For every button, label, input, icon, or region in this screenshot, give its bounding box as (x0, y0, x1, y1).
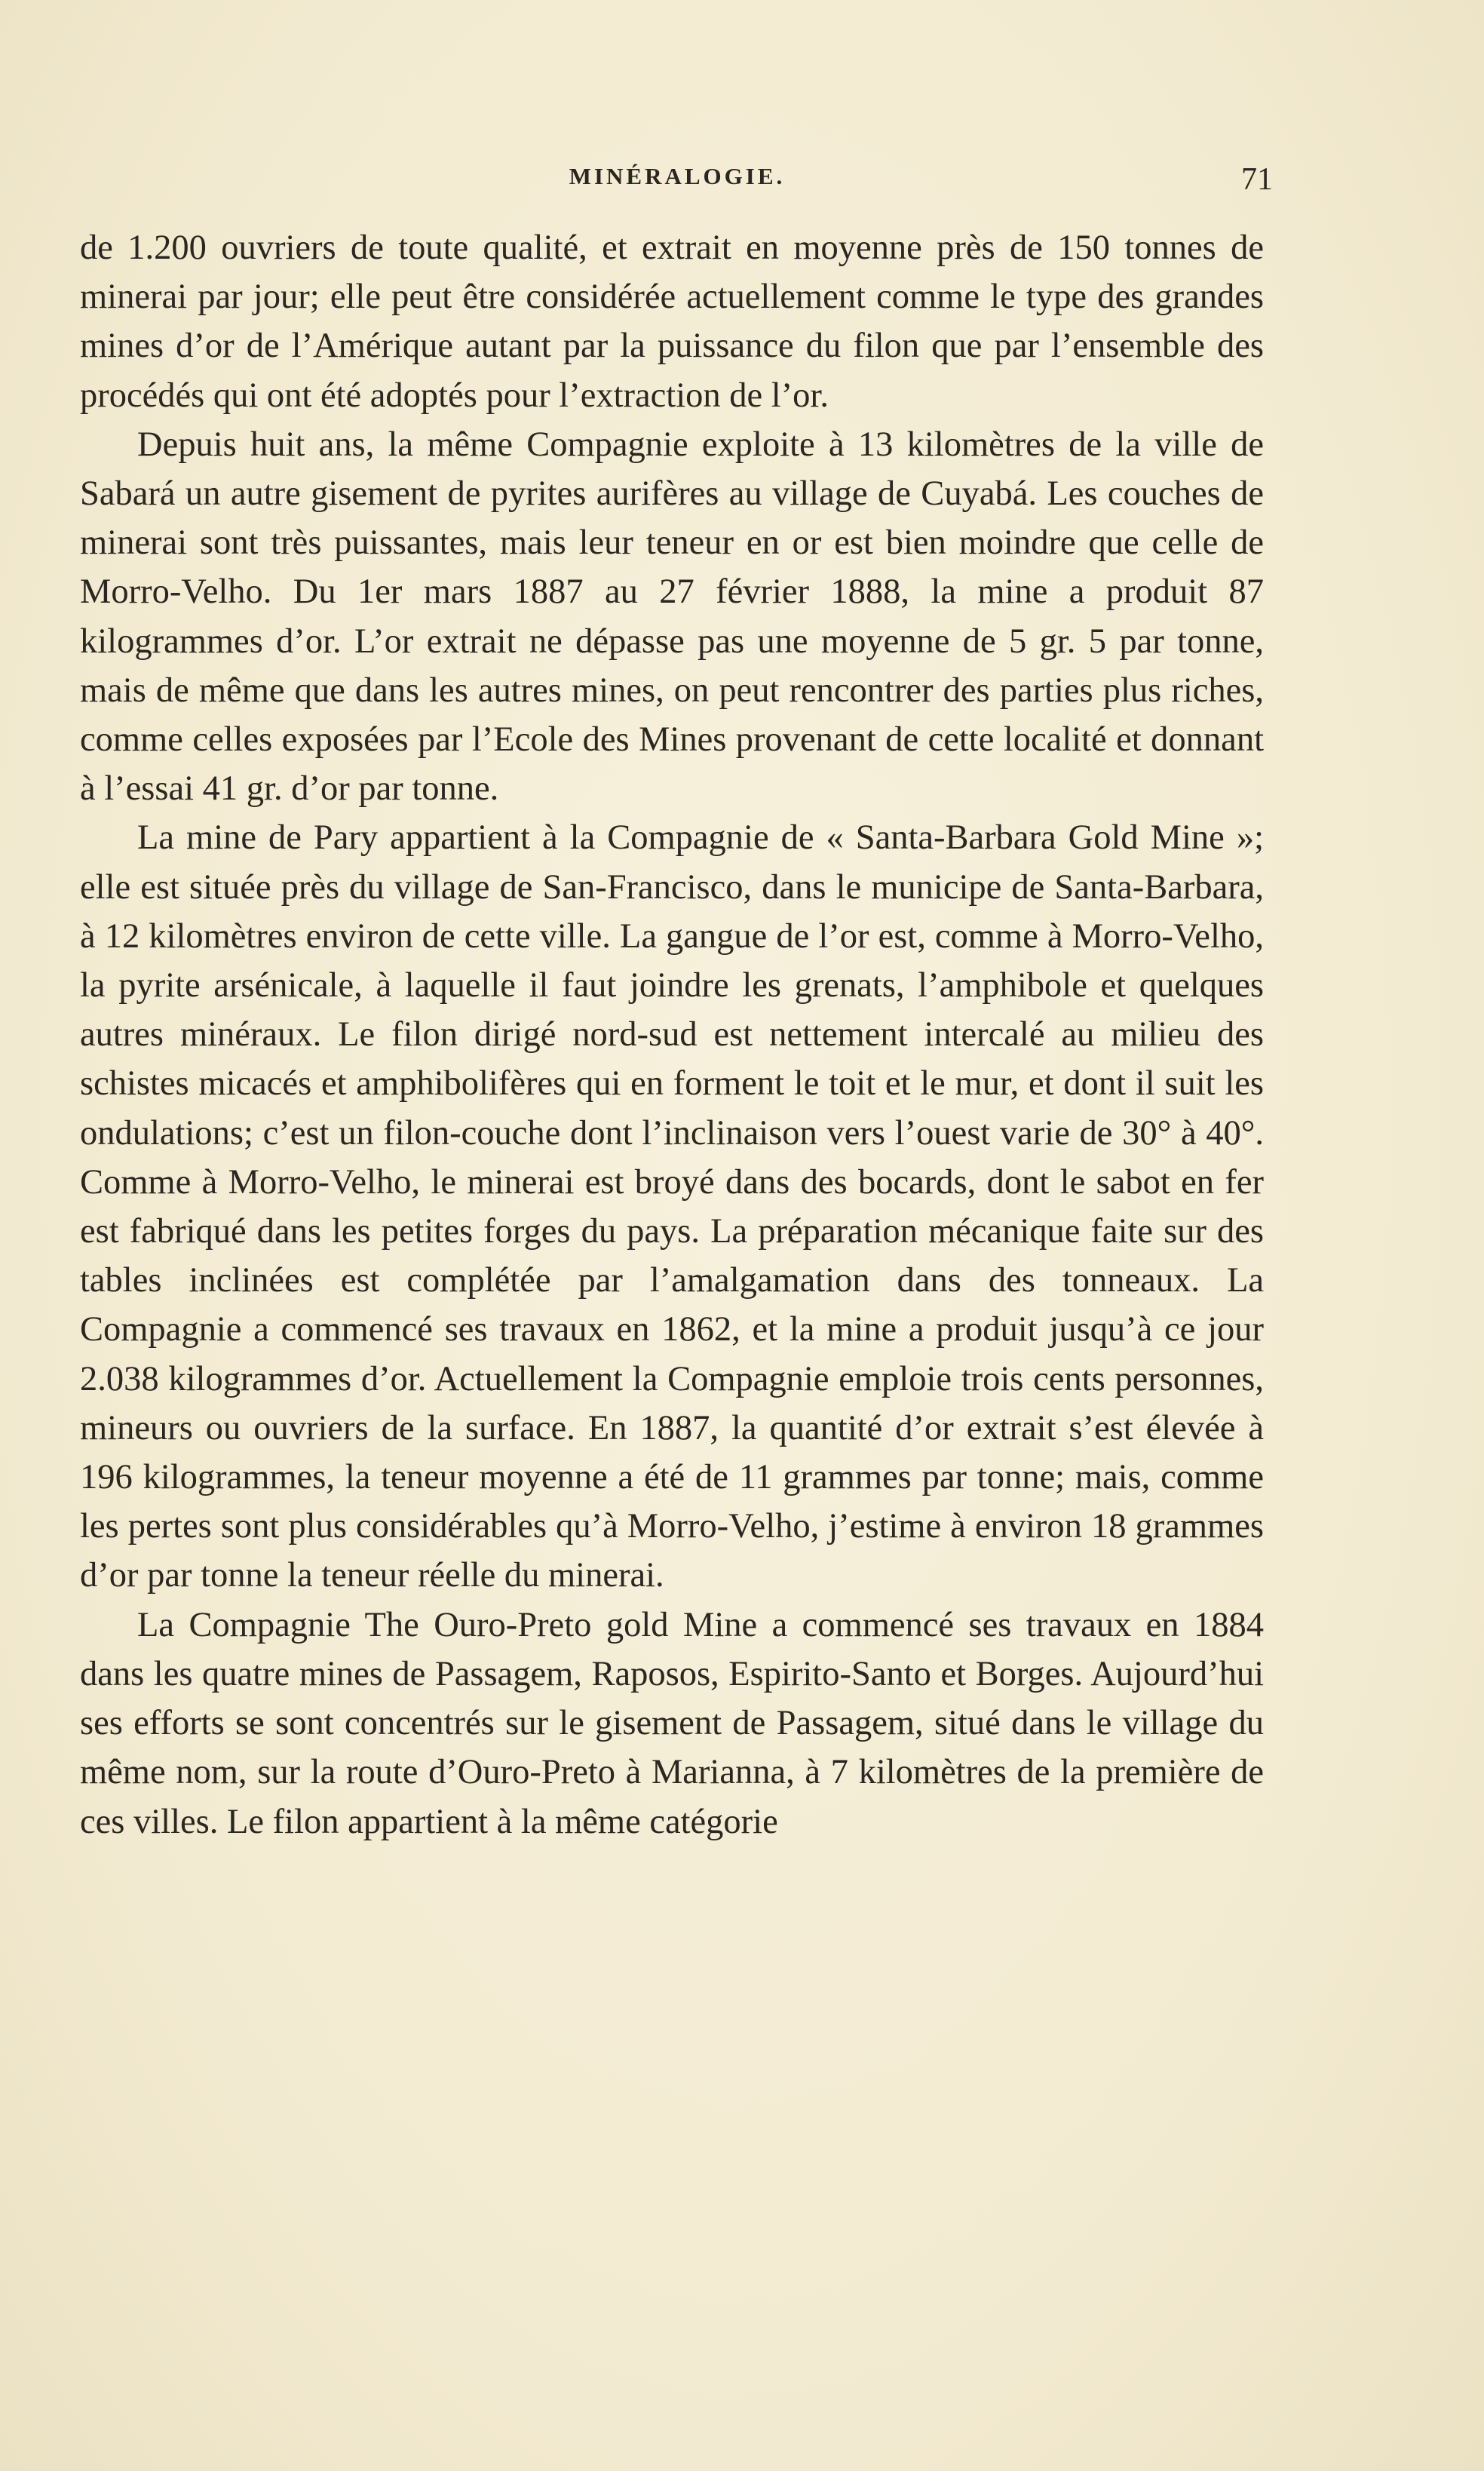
page-number: 71 (1241, 162, 1273, 197)
page-header (81, 158, 1273, 204)
paragraph-3: La mine de Pary appartient à la Compagnie de « Santa-Barbara Gold Mine »; elle est située près du village de San-Francisco, dans le municipe de Santa-Barbara, à 12 kilomètres environ de cette ville. La gangue de l’or est, comme à Morro-Velho, la pyrite arsénicale, à laquelle il faut joindre les grenats, l’amphibole et quelques autres minéraux. Le filon dirigé nord-sud est nettement intercalé au milieu des schistes micacés et amphibolifères qui en forment le toit et le mur, et dont il suit les ondulations; c’est un filon-couche dont l’inclinaison vers l’ouest varie de 30° à 40°. Comme à Morro-Velho, le minerai est broyé dans des bocards, dont le sabot en fer est fabriqué dans les petites forges du pays. La préparation mécanique faite sur des tables inclinées est complétée par l’amalgamation dans des tonneaux. La Compagnie a commencé ses travaux en 1862, et la mine a produit jusqu’à ce jour 2.038 kilogrammes d’or. Actuellement la Compagnie emploie trois cents personnes, mineurs ou ouvriers de la surface. En 1887, la quantité d’or extrait s’est élevée à 196 kilogrammes, la teneur moyenne a été de 11 grammes par tonne; mais, comme les pertes sont plus considérables qu’à Morro-Velho, j’estime à environ 18 grammes d’or par tonne la teneur réelle du minerai. (80, 818, 1264, 1595)
paragraph-1: de 1.200 ouvriers de toute qualité, et extrait en moyenne près de 150 tonnes de minerai par jour; elle peut être considérée actuellement comme le type des grandes mines d’or de l’Amérique autant par la puissance du filon que par l’ensemble des procédés qui ont été adoptés pour l’extraction de l’or. (80, 229, 1264, 415)
running-title: MINÉRALOGIE. (569, 163, 786, 189)
body-text (80, 223, 1264, 1846)
paragraph-4: La Compagnie The Ouro-Preto gold Mine a commencé ses travaux en 1884 dans les quatre mines de Passagem, Raposos, Espirito-Santo et Borges. Aujourd’hui ses efforts se sont concentrés sur le gisement de Passagem, situé dans le village du même nom, sur la route d’Ouro-Preto à Marianna, à 7 kilomètres de la première de ces villes. Le filon appartient à la même catégorie (80, 1605, 1264, 1841)
paragraph-2: Depuis huit ans, la même Compagnie exploite à 13 kilomètres de la ville de Sabará un autre gisement de pyrites aurifères au village de Cuyabá. Les couches de minerai sont très puissantes, mais leur teneur en or est bien moindre que celle de Morro-Velho. Du 1er mars 1887 au 27 février 1888, la mine a produit 87 kilogrammes d’or. L’or extrait ne dépasse pas une moyenne de 5 gr. 5 par tonne, mais de même que dans les autres mines, on peut rencontrer des parties plus riches, comme celles exposées par l’Ecole des Mines provenant de cette localité et donnant à l’essai 41 gr. d’or par tonne. (80, 425, 1264, 809)
